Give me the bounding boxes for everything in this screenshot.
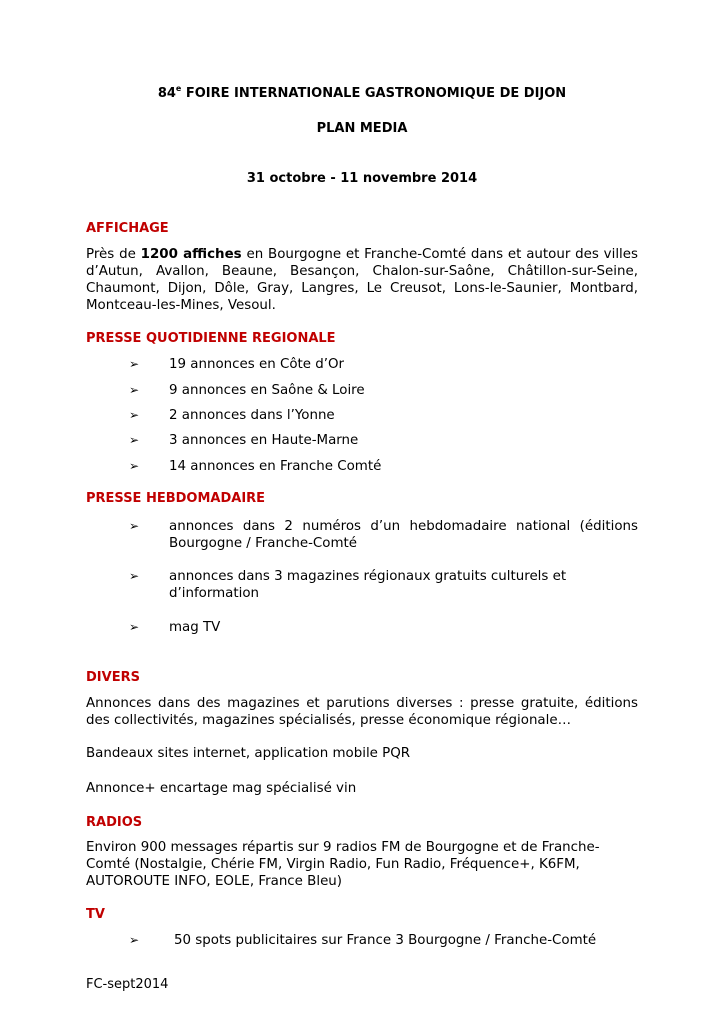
radios-paragraph: Environ 900 messages répartis sur 9 radios FM de Bourgogne et de Franche-Comté (Nostalgie, Chérie FM, Virgin Radio, Fun Radio, Fréquence+, K6FM, AUTOROUTE INFO, EOLE, France Bleu) [86,840,600,889]
list-item: 3 annonces en Haute-Marne [169,433,359,448]
affichage-paragraph [86,246,638,314]
title-number: 84 [157,86,176,101]
bullet-icon: ➢ [129,519,140,533]
divers-paragraph: Bandeaux sites internet, application mobile PQR [86,746,411,761]
section-heading-presse-quotidienne: PRESSE QUOTIDIENNE REGIONALE [86,331,336,346]
section-heading-radios: RADIOS [86,815,143,830]
bullet-icon: ➢ [129,569,140,583]
bullet-icon: ➢ [129,408,140,422]
event-dates: 31 octobre - 11 novembre 2014 [246,171,478,186]
list-item: 19 annonces en Côte d’Or [169,357,345,372]
list-item: 2 annonces dans l’Yonne [169,408,335,423]
section-heading-affichage: AFFICHAGE [86,221,169,236]
bullet-icon: ➢ [129,357,140,371]
title-text: FOIRE INTERNATIONALE GASTRONOMIQUE DE DIJON [181,86,567,101]
section-heading-divers: DIVERS [86,670,140,685]
list-item: mag TV [169,620,221,635]
title-ordinal-suffix: e [175,84,182,93]
affichage-text-before: Près de [86,247,141,262]
list-item: annonces dans 2 numéros d’un hebdomadaire national (éditions Bourgogne / Franche-Comté [169,519,638,551]
section-heading-tv: TV [86,907,105,922]
section-heading-presse-hebdomadaire: PRESSE HEBDOMADAIRE [86,491,266,506]
divers-paragraph: Annonces dans des magazines et parutions diverses : presse gratuite, éditions des collectivités, magazines spécialisés, presse économique régionale… [86,696,638,728]
list-item: 9 annonces en Saône & Loire [169,383,365,398]
bullet-icon: ➢ [129,620,140,634]
list-item: 50 spots publicitaires sur France 3 Bourgogne / Franche-Comté [174,933,597,948]
divers-paragraph: Annonce+ encartage mag spécialisé vin [86,781,357,796]
affichage-count: 1200 affiches [140,247,242,262]
affichage-text-after: en Bourgogne et Franche-Comté dans et autour des villes d’Autun, Avallon, Beaune, Besançon, Chalon-sur-Saône, Châtillon-sur-Seine, Chaumont, Dijon, Dôle, Gray, Langres, Le Creusot, Lons-le-Saunier, Montbard, Montceau-les-Mines, Vesoul. [86,247,638,313]
list-item: annonces dans 3 magazines régionaux gratuits culturels et d’information [169,569,567,601]
bullet-icon: ➢ [129,933,140,947]
list-item: 14 annonces en Franche Comté [169,459,382,474]
document-title [0,86,724,102]
document-subtitle: PLAN MEDIA [316,121,408,136]
document-footer: FC-sept2014 [86,977,169,992]
bullet-icon: ➢ [129,383,140,397]
bullet-icon: ➢ [129,459,140,473]
bullet-icon: ➢ [129,433,140,447]
